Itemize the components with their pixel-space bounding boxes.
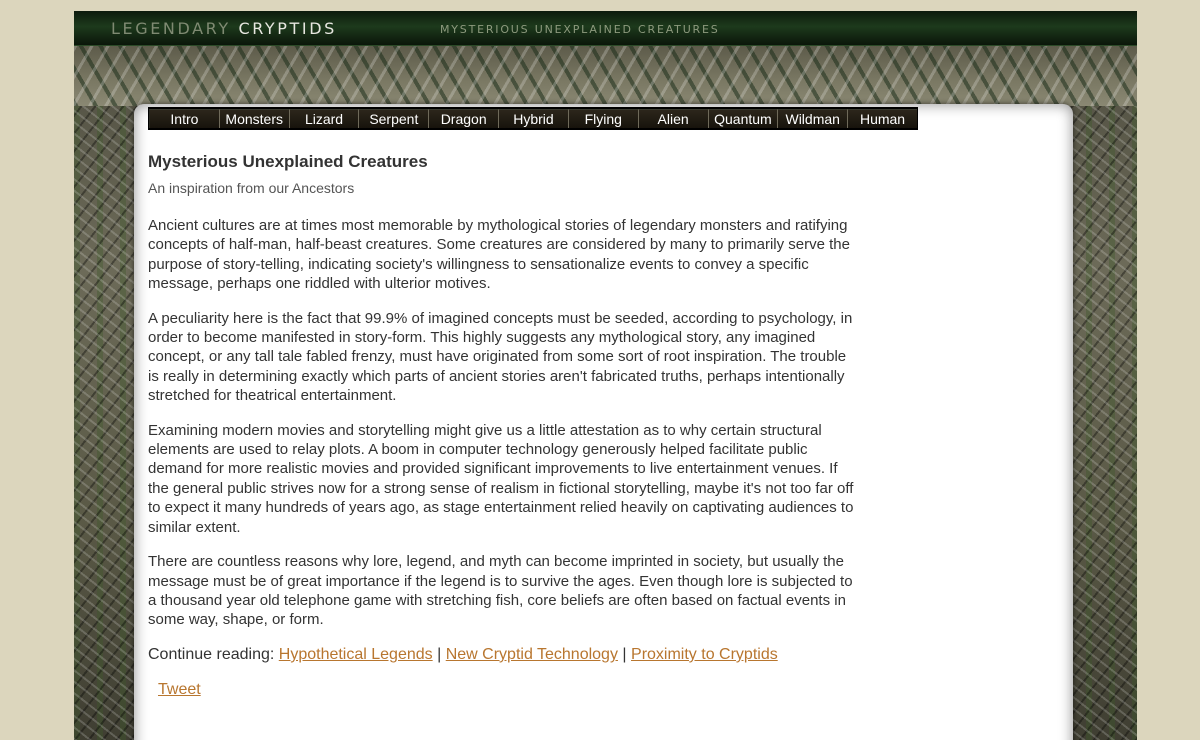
link-separator: | (622, 646, 627, 663)
nav-item-alien[interactable]: Alien (638, 109, 708, 128)
nav-item-dragon[interactable]: Dragon (428, 109, 498, 128)
page-title: Mysterious Unexplained Creatures (148, 152, 428, 171)
nav-item-hybrid[interactable]: Hybrid (498, 109, 568, 128)
decorative-frame (74, 11, 1137, 740)
site-tagline: MYSTERIOUS UNEXPLAINED CREATURES (440, 23, 720, 36)
site-header (74, 11, 1137, 46)
nav-item-lizard[interactable]: Lizard (289, 109, 359, 128)
article-body (148, 216, 854, 645)
tweet-button[interactable]: Tweet (158, 681, 201, 698)
site-logo[interactable] (111, 19, 337, 38)
nav-item-flying[interactable]: Flying (568, 109, 638, 128)
nav-item-intro[interactable]: Intro (149, 109, 219, 128)
nav-item-human[interactable]: Human (847, 109, 917, 128)
page-subtitle: An inspiration from our Ancestors (148, 180, 355, 196)
nav-item-monsters[interactable]: Monsters (219, 109, 289, 128)
article-paragraph: There are countless reasons why lore, legend, and myth can become imprinted in society, but usually the message must be of great importance if the legend is to survive the ages. Even though lore is subjected to a thousand year old telephone game with stretching fish, core beliefs are often based on factual events in some way, shape, or form. (148, 553, 853, 629)
continue-reading (148, 646, 778, 664)
frame-ornament (74, 46, 1137, 106)
article-paragraph: Examining modern movies and storytelling might give us a little attestation as to why certain structural elements are used to relay plots. A boom in computer technology generously helped facilitate public demand for more realistic movies and provided significant improvements to live entertainment venues. If the general public strives now for a strong sense of realism in fictional storytelling, maybe it's not too far off to expect it many hundreds of years ago, as stage entertainment relied heavily on captivating audiences to similar extent. (148, 421, 854, 536)
article-paragraph: A peculiarity here is the fact that 99.9% of imagined concepts must be seeded, according to psychology, in order to become manifested in story-form. This highly suggests any mythological story, any imagined concept, or any tall tale fabled frenzy, must have originated from some sort of root inspiration. The trouble is really in determining exactly which parts of ancient stories aren't fabricated truths, perhaps intentionally stretched for theatrical entertainment. (148, 309, 853, 405)
article-paragraph: Ancient cultures are at times most memorable by mythological stories of legendary monsters and ratifying concepts of half-man, half-beast creatures. Some creatures are considered by many to primarily serve the purpose of story-telling, indicating society's willingness to sensationalize events to convey a specific message, perhaps one riddled with ulterior motives. (148, 217, 850, 293)
main-nav (148, 107, 918, 130)
continue-reading-label: Continue reading: (148, 646, 275, 663)
link-new-cryptid-technology[interactable]: New Cryptid Technology (445, 646, 618, 663)
link-hypothetical-legends[interactable]: Hypothetical Legends (278, 646, 433, 663)
site-title-part1: LEGENDARY (111, 19, 231, 38)
link-separator: | (437, 646, 442, 663)
nav-item-wildman[interactable]: Wildman (777, 109, 847, 128)
site-title-part2: CRYPTIDS (238, 19, 337, 38)
link-proximity-to-cryptids[interactable]: Proximity to Cryptids (631, 646, 778, 663)
nav-item-serpent[interactable]: Serpent (358, 109, 428, 128)
nav-item-quantum[interactable]: Quantum (708, 109, 778, 128)
